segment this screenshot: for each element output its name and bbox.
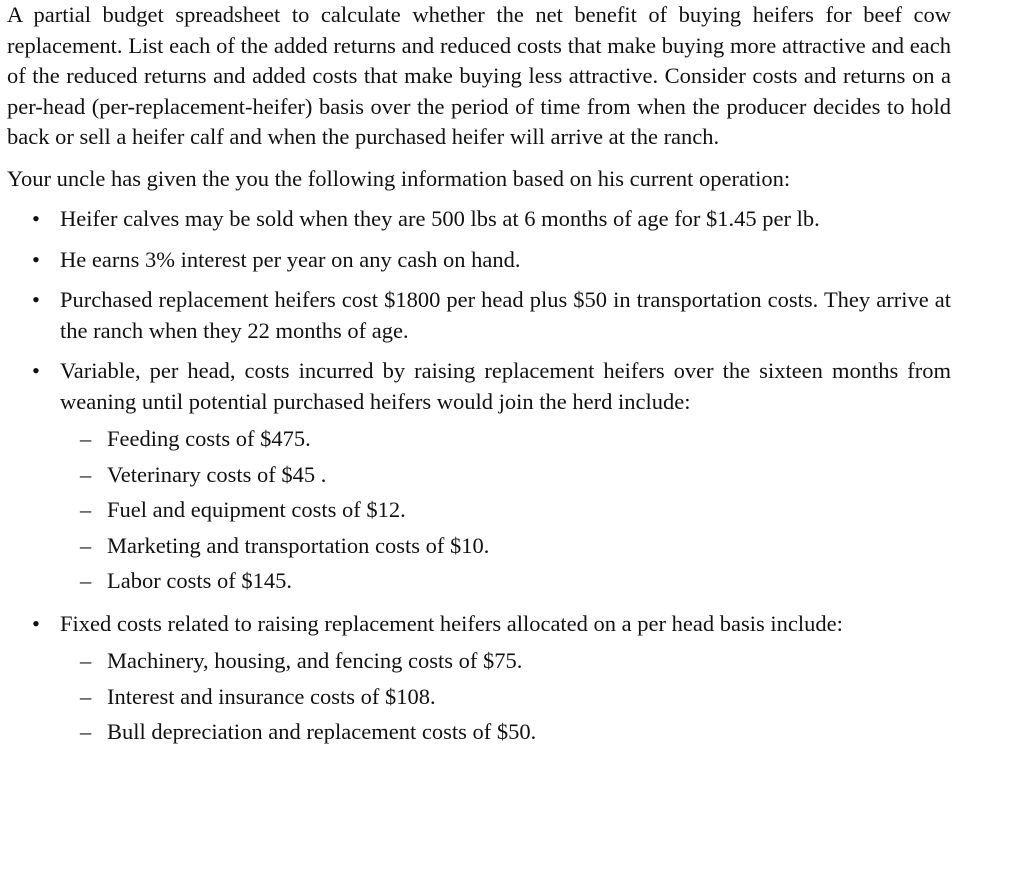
info-list [7,204,951,750]
sublist-item [60,643,951,679]
dash-icon: – [80,648,92,673]
sublist-item-text: Veterinary costs of $45 . [107,461,327,487]
bullet-icon: • [32,246,40,272]
list-item-interest [7,245,951,276]
sublist-item-text: Feeding costs of $475. [107,426,311,451]
dash-icon: – [80,719,92,744]
sublist-item [60,679,951,715]
dash-icon: – [80,497,92,522]
dash-icon: – [80,461,92,487]
list-item-purchase-cost [7,285,951,346]
list-item-text: Purchased replacement heifers cost $1800 per head plus $50 in transportation costs. They arrive at the ranch when they 22 months of age. [60,287,951,343]
bullet-icon: • [32,287,40,312]
list-item-variable-costs [7,356,951,599]
fixed-costs-sublist [60,643,951,750]
list-item-text: Fixed costs related to raising replacement heifers allocated on a per head basis include: [60,610,843,636]
sublist-item [60,492,951,528]
dash-icon: – [80,683,92,709]
bullet-icon: • [32,610,40,636]
lead-paragraph: Your uncle has given the you the following information based on his current operation: [7,165,791,191]
dash-icon: – [80,532,92,558]
sublist-item [60,421,951,457]
variable-costs-sublist [60,421,951,599]
sublist-item-text: Machinery, housing, and fencing costs of $75. [107,648,523,673]
list-item-text: Heifer calves may be sold when they are 500 lbs at 6 months of age for $1.45 per lb. [60,206,820,231]
sublist-item [60,714,951,750]
list-item-fixed-costs [7,609,951,750]
bullet-icon: • [32,358,40,383]
sublist-item-text: Fuel and equipment costs of $12. [107,497,406,522]
sublist-item-text: Labor costs of $145. [107,568,292,593]
list-item-text: Variable, per head, costs incurred by raising replacement heifers over the sixteen months from weaning until potential purchased heifers would join the herd include: [60,358,951,414]
sublist-item-text: Interest and insurance costs of $108. [107,683,436,709]
sublist-item [60,563,951,599]
list-item-text: He earns 3% interest per year on any cash on hand. [60,246,521,272]
intro-paragraph: A partial budget spreadsheet to calculate whether the net benefit of buying heifers for beef cow replacement. List each of the added returns and reduced costs that make buying more attractive and each of the reduced returns and added costs that make buying less attractive. Consider costs and returns on a per-head (per-replacement-heifer) basis over the period of time from when the producer decides to hold back or sell a heifer calf and when the purchased heifer will arrive at the ranch. [7,2,951,149]
dash-icon: – [80,426,92,451]
sublist-item [60,528,951,564]
bullet-icon: • [32,206,40,231]
sublist-item-text: Marketing and transportation costs of $10. [107,532,490,558]
sublist-item [60,457,951,493]
sublist-item-text: Bull depreciation and replacement costs of $50. [107,719,537,744]
dash-icon: – [80,568,92,593]
list-item-sale-price [7,204,951,235]
